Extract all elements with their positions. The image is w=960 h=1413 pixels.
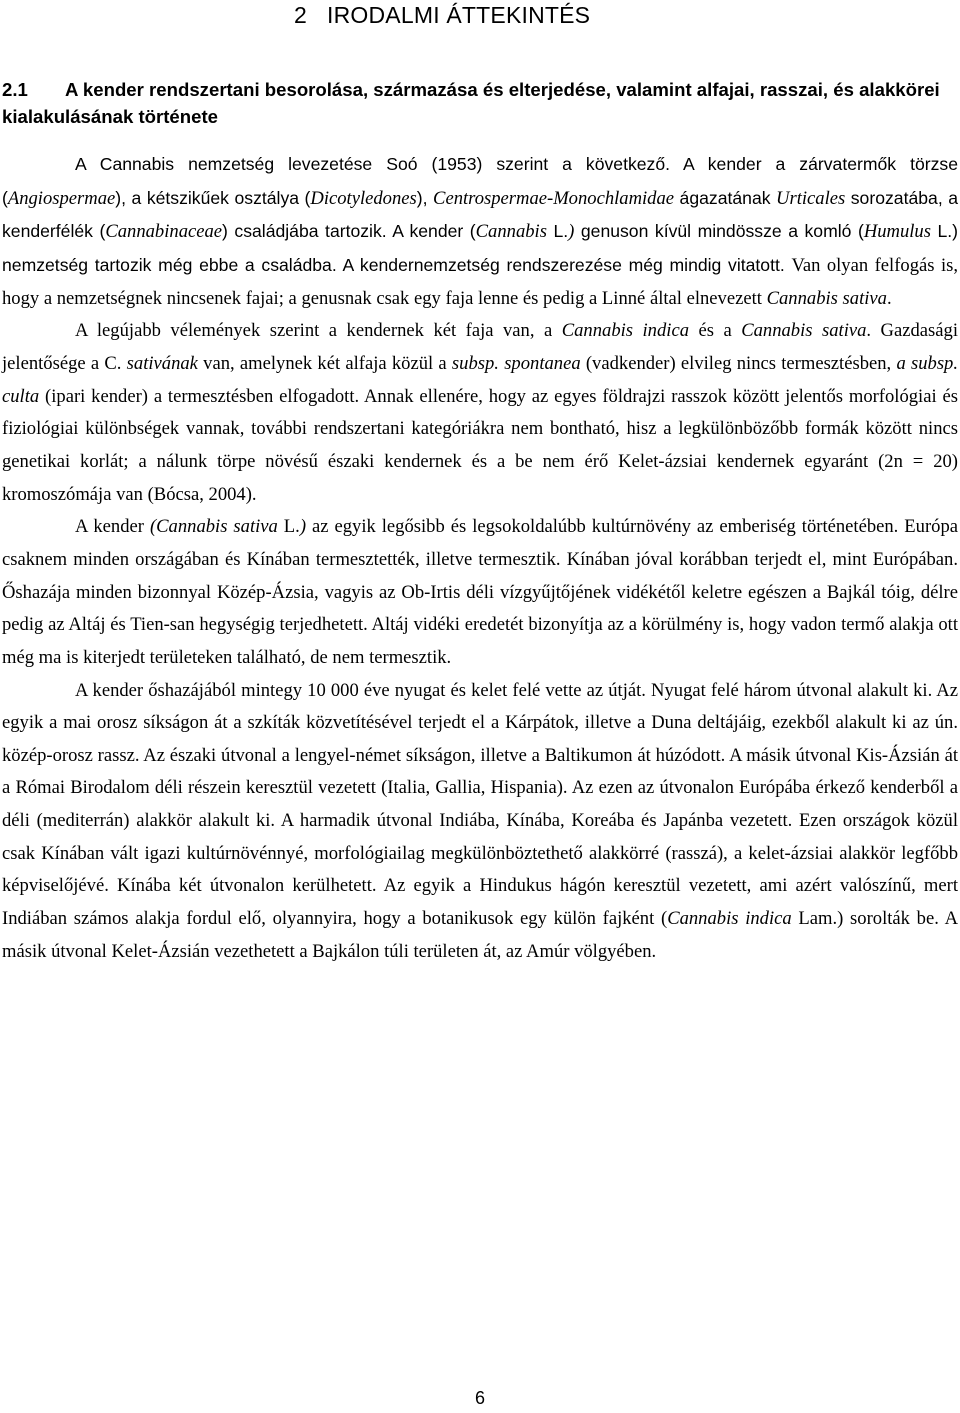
text-run: ),: [416, 187, 434, 208]
italic-term: Dicotyledones: [310, 187, 417, 209]
body-text: [2, 148, 958, 968]
text-run: A legújabb vélemények szerint a kendernek két faja van, a: [75, 320, 562, 342]
text-run: L.: [277, 516, 300, 538]
text-run: van, amelynek két alfaja közül a: [197, 352, 452, 374]
paragraph-4: [2, 675, 958, 969]
text-run: Van olyan felfogás is, hogy a nemzetségnek nincsenek fajai; a genusnak csak egy faja lenne és pedig a Linné által elnevezett: [2, 254, 958, 309]
italic-term: (Cannabis sativa: [149, 516, 278, 538]
text-run: A kender őshazájából mintegy 10 000 éve nyugat és kelet felé vette az útját. Nyugat felé három útvonal alakult ki. Az egyik a mai orosz síkságon át a szkíták közvetítésével terjedt el a Kárpátok, illetve a Duna deltájáig, ezekből alakult ki az ún. közép-orosz rassz. Az északi útvonal a lengyel-német síkságon, illetve a Baltikumon át húzódott. A másik útvonal Kis-Ázsián át a Római Birodalom déli részein keresztül vezetett (Italia, Gallia, Hispania). Az ezen az útvonalon Európába érkező kenderből a déli (mediterrán) alakkör alakult ki. A harmadik útvonal Indiába, Kínába, Koreába és Japánba vezetett. Ezen országok közül csak Kínában vált igazi kultúrnövénnyé, morfológiailag megkülönböztethető alakkörré (rasszá), a kelet-ázsiai alakkör legfőbb képviselőjévé. Kínába két útvonalon kerülhetett. Az egyik a Hindukus hágón keresztül vezetett, ami azért valószínű, mert Indiában számos alakja fordul elő, olyannyira, hogy a botanikusok egy külön fajként (: [2, 679, 958, 930]
section-number: 2.1: [2, 79, 28, 100]
paragraph-1: [2, 148, 958, 315]
italic-term: Cannabis indica: [561, 320, 689, 342]
paragraph-3: [2, 511, 958, 674]
italic-term: spontanea: [504, 352, 581, 374]
text-run: Lam.) sorolták be. A másik útvonal Kelet-Ázsián vezethetett a Bajkálon túli területen át, az Amúr völgyében.: [2, 908, 958, 962]
text-run: L.) nemzetség tartozik még ebbe a családba. A kendernemzetség rendszerezése még mindig vitatott.: [2, 221, 959, 275]
text-run: A kender: [75, 516, 150, 538]
text-run: ), a kétszikűek osztálya (: [115, 187, 311, 208]
italic-term: Centrospermae-Monochlamidae: [433, 187, 675, 209]
text-run: genuson kívül mindössze a komló (: [574, 221, 864, 242]
italic-term: ): [299, 516, 307, 538]
italic-term: ): [568, 221, 575, 243]
italic-term: culta: [2, 385, 40, 407]
italic-term: Urticales: [776, 187, 846, 209]
italic-term: Humulus: [863, 221, 931, 243]
chapter-number: 2: [294, 2, 307, 28]
italic-term: Cannabinaceae: [105, 221, 223, 243]
text-run: (ipari kender) a termesztésben elfogadott. Annak ellenére, hogy az egyes földrajzi rasszok között jelentős morfológiai és fiziológiai különbségek vannak, további rendszertani kategóriákra nem bontható, hisz a legkülönbözőbb formák között nincs genetikai korlát; a nálunk törpe növésű északi kendernek és a be nem érő Kelet-ázsiai kendernek egyaránt (2n = 20) kromoszómája van (Bócsa, 2004).: [2, 385, 958, 505]
paragraph-2: [2, 315, 958, 511]
italic-term: Cannabis sativa: [741, 320, 867, 342]
italic-term: Cannabis: [475, 221, 547, 243]
text-run: ) családjába tartozik. A kender (: [222, 221, 476, 242]
text-run: A Cannabis nemzetség levezetése Soó (1953) szerint a következő. A kender a zárvatermők törzse (: [2, 154, 958, 208]
section-heading: [2, 76, 958, 130]
italic-term: Cannabis indica: [667, 908, 792, 930]
italic-term: a subsp.: [896, 352, 958, 374]
page-number: 6: [474, 1388, 485, 1408]
text-run: L.: [546, 221, 569, 242]
chapter-title: IRODALMI ÁTTEKINTÉS: [327, 2, 591, 28]
text-run: és a: [689, 320, 742, 342]
section-title: A kender rendszertani besorolása, származása és elterjedése, valamint alfajai, rasszai, és alakkörei kialakulásának története: [2, 79, 940, 127]
text-run: az egyik legősibb és legsokoldalúbb kultúrnövény az emberiség történetében. Európa csaknem minden országában és Kínában termesztették, illetve termesztik. Kínában jóval korábban terjedt el, mint Európában. Őshazája minden bizonnyal Közép-Ázsia, vagyis az Ob-Irtis déli vízgyűjtőjének vidékétől keletre egészen a Bajkál tóig, délre pedig az Altáj és Tien-san hegységig terjedhetett. Altáj vidéki eredetét bizonyítja az a körülmény is, hogy vadon termő alakja ott még ma is kiterjedt területeken található, de nem termesztik.: [2, 516, 958, 668]
text-run: ágazatának: [674, 187, 777, 208]
italic-term: sativának: [126, 352, 198, 374]
italic-term: subsp.: [451, 352, 499, 374]
text-run: sorozatába, a kenderfélék (: [2, 187, 958, 242]
text-run: . Gazdasági jelentősége a C.: [2, 320, 958, 374]
italic-term: Cannabis sativa: [766, 287, 887, 309]
chapter-heading: [294, 2, 590, 29]
italic-term: Angiospermae: [7, 187, 116, 209]
text-run: (vadkender) elvileg nincs termesztésben,: [580, 352, 897, 374]
text-run: .: [886, 287, 892, 309]
